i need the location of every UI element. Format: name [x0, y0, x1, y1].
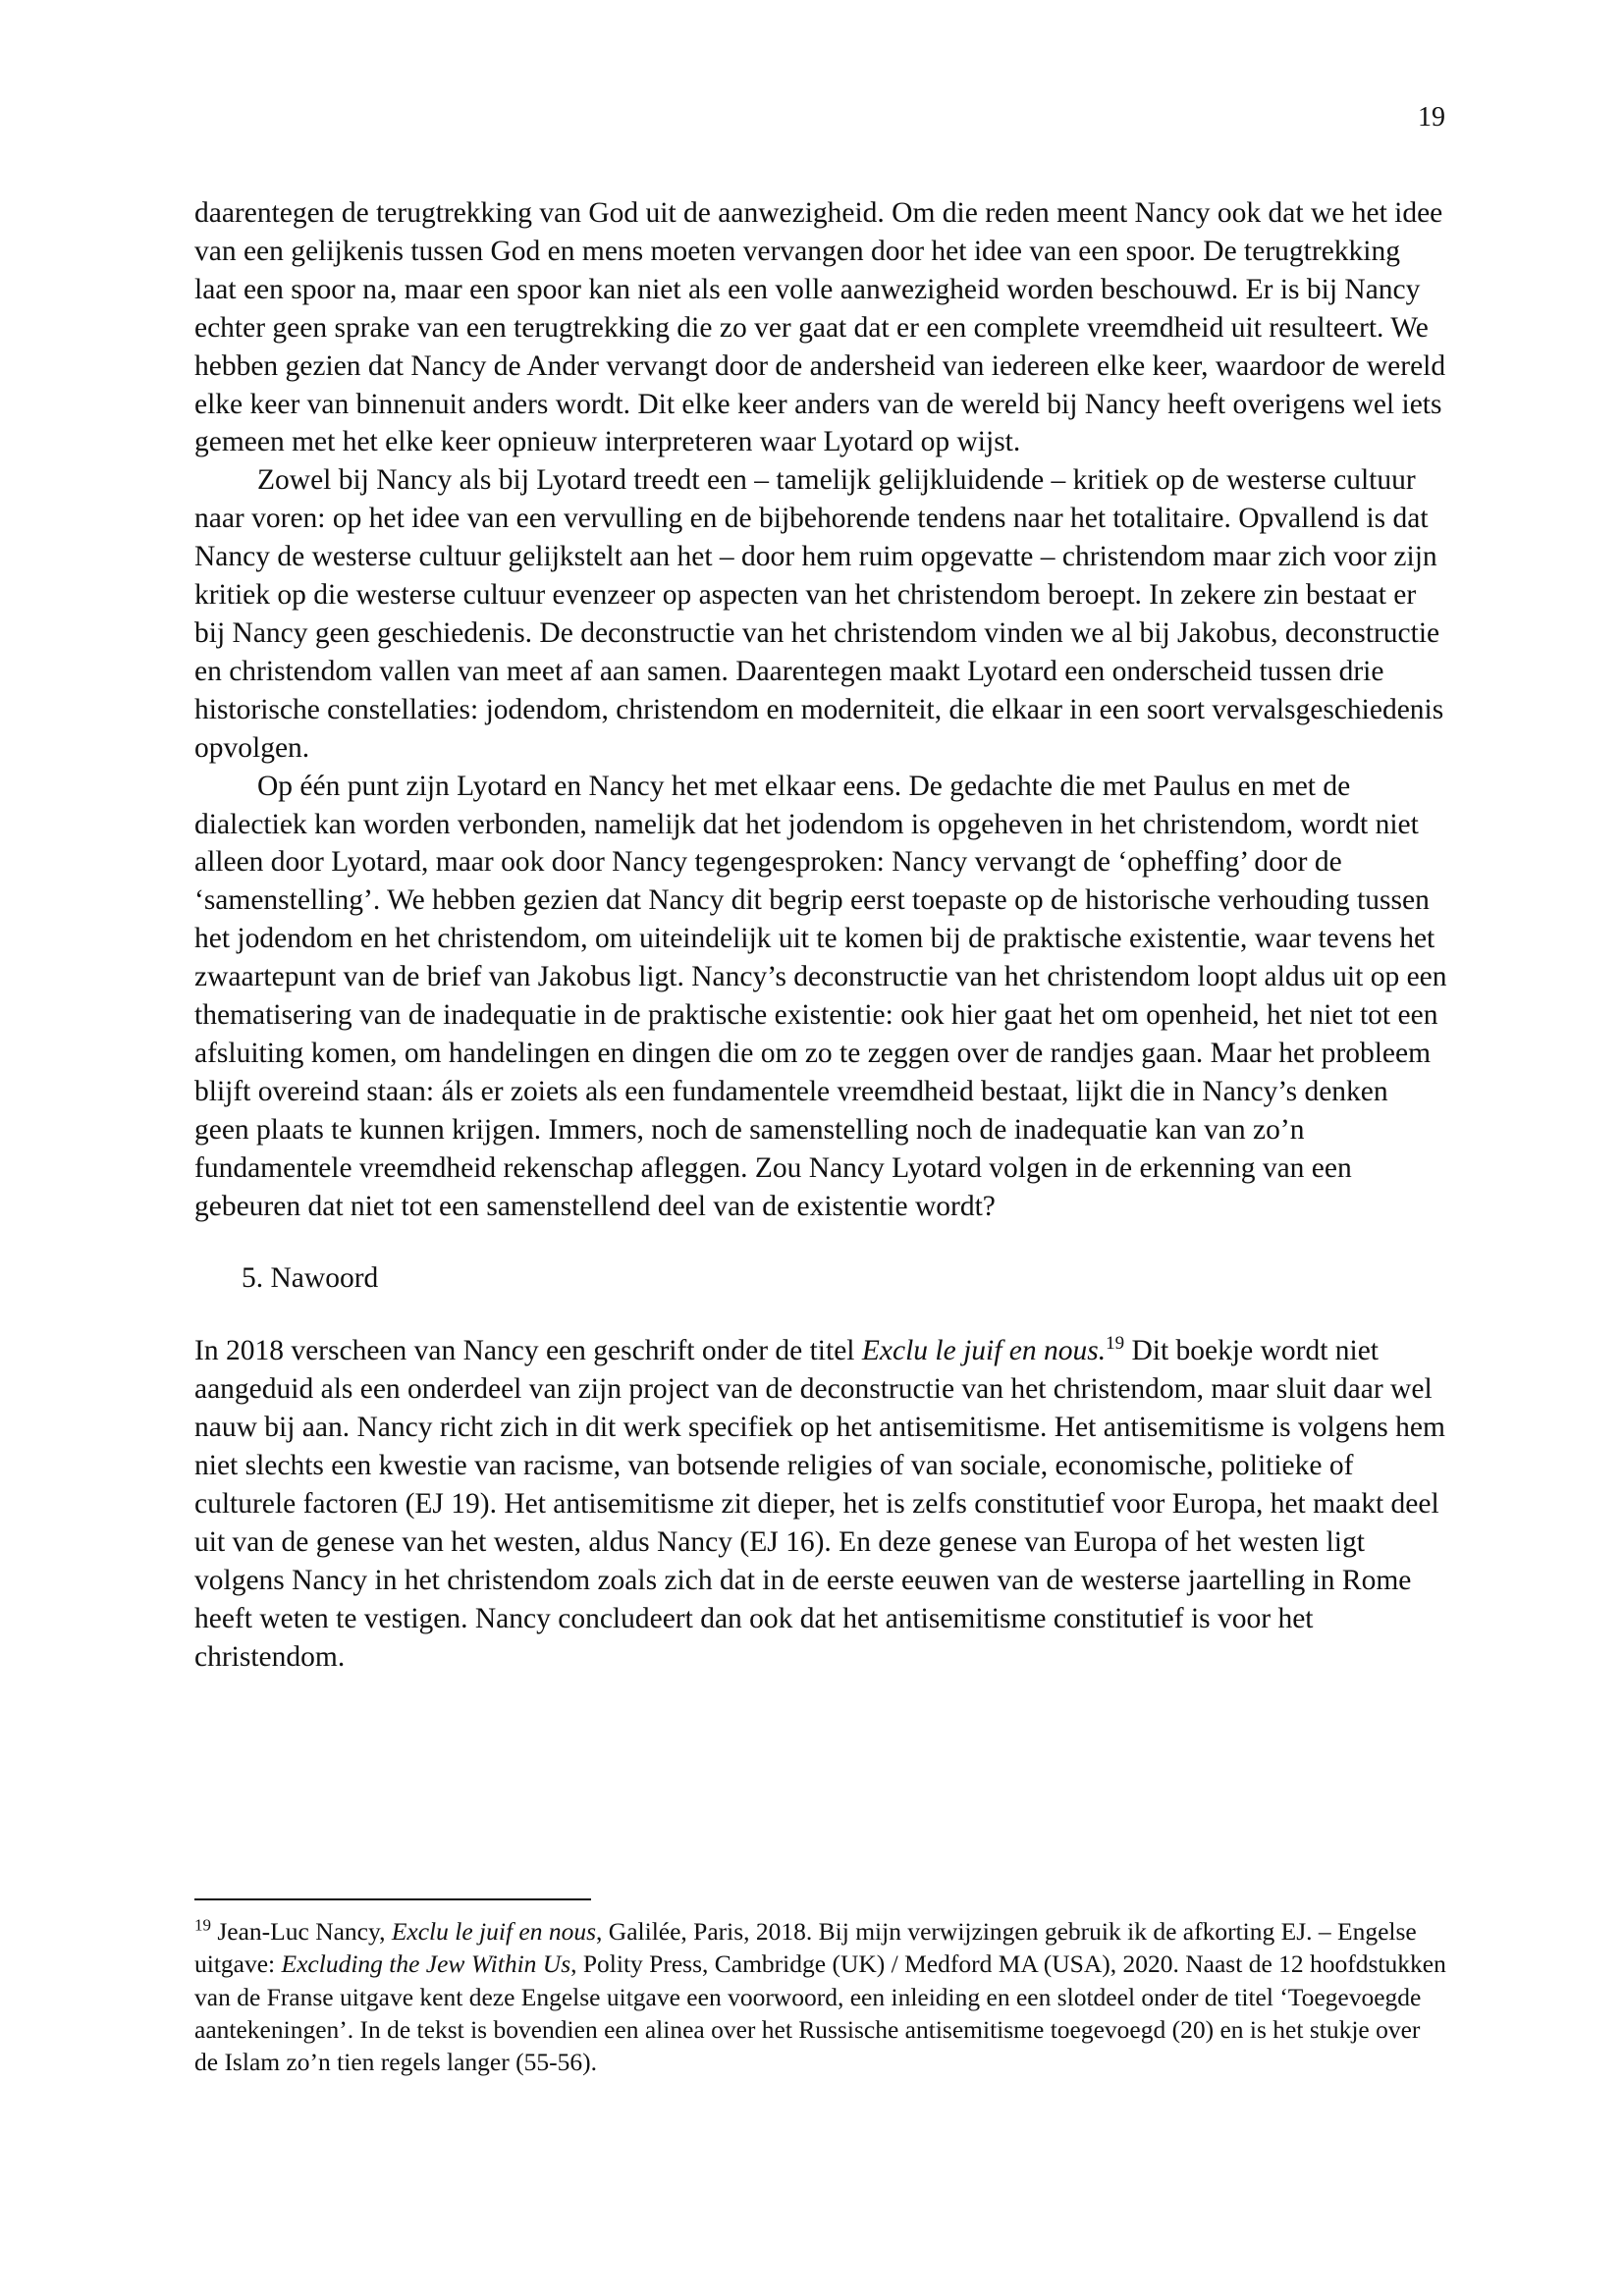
footnote-title-english: Excluding the Jew Within Us: [281, 1949, 571, 1979]
footnote-text-2: , Galilée, Paris, 2018. Bij mijn verwijzingen gebruik ik de afkorting EJ. – Engelse uitgave:: [194, 1917, 1417, 1979]
page-number: 19: [1418, 102, 1445, 133]
paragraph-nawoord: [194, 1332, 1447, 1676]
footnote-reference[interactable]: 19: [1106, 1333, 1125, 1355]
footnote-title-french: Exclu le juif en nous: [391, 1917, 597, 1946]
paragraph-3: Op één punt zijn Lyotard en Nancy het met elkaar eens. De gedachte die met Paulus en met de dialectiek kan worden verbonden, namelijk dat het jodendom is opgeheven in het christendom, wordt niet alleen door Lyotard, maar ook door Nancy tegengesproken: Nancy vervangt de ‘opheffing’ door de ‘samenstelling’. We hebben gezien dat Nancy dit begrip eerst toepaste op de historische verhouding tussen het jodendom en het christendom, om uiteindelijk uit te komen bij de praktische existentie, waar tevens het zwaartepunt van de brief van Jakobus ligt. Nancy’s deconstructie van het christendom loopt aldus uit op een thematisering van de inadequatie in de praktische existentie: ook hier gaat het om openheid, het niet tot een afsluiting komen, om handelingen en dingen die om zo te zeggen over de randjes gaan. Maar het probleem blijft overeind staan: áls er zoiets als een fundamentele vreemdheid bestaat, lijkt die in Nancy’s denken geen plaats te kunnen krijgen. Immers, noch de samenstelling noch de inadequatie kan van zo’n fundamentele vreemdheid rekenschap afleggen. Zou Nancy Lyotard volgen in de erkenning van een gebeuren dat niet tot een samenstellend deel van de existentie wordt?: [194, 770, 1447, 1222]
footnote-separator: [194, 1898, 591, 1900]
nawoord-lead: In 2018 verscheen van Nancy een geschrift onder de titel: [194, 1335, 862, 1367]
paragraph-1: daarentegen de terugtrekking van God uit de aanwezigheid. Om die reden meent Nancy ook dat we het idee van een gelijkenis tussen God en mens moeten vervangen door het idee van een spoor. De terugtrekking laat een spoor na, maar een spoor kan niet als een volle aanwezigheid worden beschouwd. Er is bij Nancy echter geen sprake van een terugtrekking die zo ver gaat dat er een complete vreemdheid uit resulteert. We hebben gezien dat Nancy de Ander vervangt door de andersheid van iedereen elke keer, waardoor de wereld elke keer van binnenuit anders wordt. Dit elke keer anders van de wereld bij Nancy heeft overigens wel iets gemeen met het elke keer opnieuw interpreteren waar Lyotard op wijst.: [194, 197, 1446, 458]
footnote-text-1: Jean-Luc Nancy,: [211, 1917, 392, 1946]
footnote-text-3: , Polity Press, Cambridge (UK) / Medford MA (USA), 2020. Naast de 12 hoofdstukken van de Franse uitgave kent deze Engelse uitgave een voorwoord, een inleiding en een slotdeel onder de titel ‘Toegevoegde aantekeningen’. In de tekst is bovendien een alinea over het Russische antisemitisme toegevoegd (20) en is het stukje over de Islam zo’n tien regels langer (55-56).: [194, 1949, 1446, 2077]
footnote: [194, 1915, 1447, 2078]
section-heading: 5. Nawoord: [242, 1262, 379, 1295]
paragraph-2: Zowel bij Nancy als bij Lyotard treedt een – tamelijk gelijkluidende – kritiek op de westerse cultuur naar voren: op het idee van een vervulling en de bijbehorende tendens naar het totalitaire. Opvallend is dat Nancy de westerse cultuur gelijkstelt aan het – door hem ruim opgevatte – christendom maar zich voor zijn kritiek op die westerse cultuur evenzeer op aspecten van het christendom beroept. In zekere zin bestaat er bij Nancy geen geschiedenis. De deconstructie van het christendom vinden we al bij Jakobus, deconstructie en christendom vallen van meet af aan samen. Daarentegen maakt Lyotard een onderscheid tussen drie historische constellaties: jodendom, christendom en moderniteit, die elkaar in een soort vervalsgeschiedenis opvolgen.: [194, 464, 1444, 764]
body-text: [194, 194, 1447, 1677]
book-title: Exclu le juif en nous.: [861, 1335, 1107, 1367]
nawoord-rest: Dit boekje wordt niet aangeduid als een onderdeel van zijn project van de deconstructie van het christendom, maar sluit daar wel nauw bij aan. Nancy richt zich in dit werk specifiek op het antisemitisme. Het antisemitisme is volgens hem niet slechts een kwestie van racisme, van botsende religies of van sociale, economische, politieke of culturele factoren (EJ 19). Het antisemitisme zit dieper, het is zelfs constitutief voor Europa, het maakt deel uit van de genese van het westen, aldus Nancy (EJ 16). En deze genese van Europa of het westen ligt volgens Nancy in het christendom zoals zich dat in de eerste eeuwen van de westerse jaartelling in Rome heeft weten te vestigen. Nancy concludeert dan ook dat het antisemitisme constitutief is voor het christendom.: [194, 1335, 1445, 1673]
footnote-number: 19: [194, 1915, 211, 1935]
